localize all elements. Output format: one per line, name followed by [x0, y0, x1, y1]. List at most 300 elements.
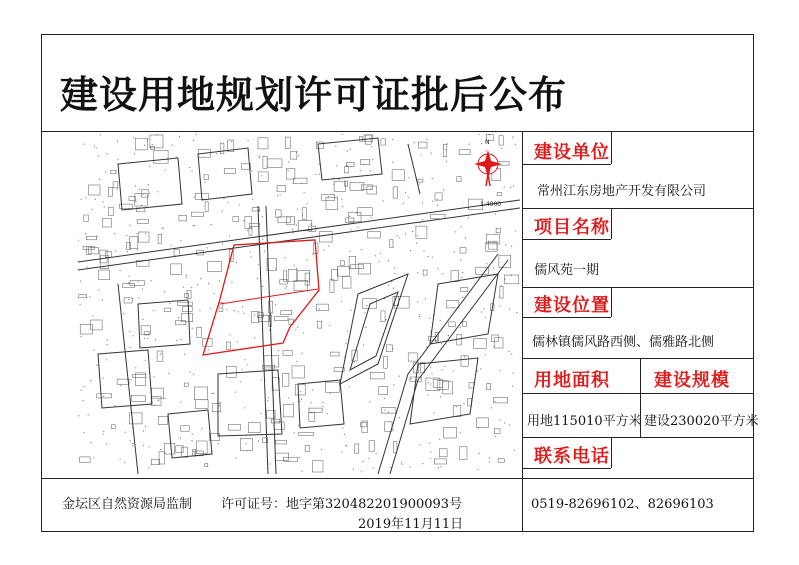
map-building — [184, 383, 188, 386]
map-dot — [91, 442, 92, 443]
map-dot — [280, 194, 281, 195]
map-dot — [300, 391, 301, 392]
map-dot — [153, 376, 154, 377]
map-dot — [238, 311, 239, 312]
map-dot — [392, 162, 393, 163]
map-dot — [97, 236, 98, 237]
map-dot — [341, 199, 342, 200]
map-dot — [233, 349, 234, 350]
map-dot — [296, 361, 297, 362]
map-dot — [141, 205, 142, 206]
map-dot — [229, 334, 230, 335]
building-block — [298, 380, 344, 428]
map-dot — [401, 464, 402, 465]
map-dot — [460, 260, 461, 261]
map-dot — [85, 233, 86, 234]
map-dot — [323, 249, 324, 250]
map-dot — [129, 331, 130, 332]
page-title: 建设用地规划许可证批后公布 — [60, 73, 568, 117]
info-row-line — [522, 437, 754, 438]
map-dot — [456, 406, 457, 407]
map-dot — [186, 275, 187, 276]
map-dot — [84, 144, 85, 145]
map-building — [284, 405, 294, 417]
map-dot — [155, 339, 156, 340]
map-building — [111, 425, 115, 429]
map-building — [89, 185, 101, 195]
map-building — [292, 366, 304, 378]
project-value: 儒风苑一期 — [534, 263, 600, 278]
map-dot — [409, 466, 410, 467]
map-dot — [363, 344, 364, 345]
map-dot — [462, 297, 463, 298]
map-building — [226, 342, 230, 350]
map-building — [197, 327, 202, 337]
map-dot — [91, 209, 92, 210]
map-building — [496, 228, 500, 233]
map-dot — [460, 432, 461, 433]
map-dot — [277, 195, 278, 196]
map-building — [363, 299, 377, 309]
map-building — [288, 269, 297, 281]
map-dot — [504, 186, 505, 187]
map-building — [302, 208, 306, 220]
map-dot — [262, 286, 263, 287]
map-dot — [375, 255, 376, 256]
map-dot — [176, 156, 177, 157]
map-dot — [504, 422, 505, 423]
map-building — [418, 179, 423, 182]
map-dot — [223, 198, 224, 199]
map-streets — [78, 138, 520, 474]
map-dot — [408, 177, 409, 178]
map-dot — [447, 143, 448, 144]
map-dot — [349, 251, 350, 252]
map-dot — [461, 277, 462, 278]
map-dot — [191, 287, 192, 288]
map-dot — [252, 199, 253, 200]
unit-value: 常州江东房地产开发有限公司 — [537, 184, 707, 199]
map-dot — [432, 373, 433, 374]
map-building — [423, 270, 427, 275]
map-building — [99, 270, 110, 280]
map-building — [358, 208, 373, 216]
map-building — [263, 156, 267, 168]
map-dot — [357, 227, 358, 228]
map-dot — [131, 395, 132, 396]
scale-value: 建设230020平方米 — [644, 414, 759, 429]
map-building — [446, 301, 459, 308]
map-building — [460, 248, 466, 253]
map-dot — [432, 178, 433, 179]
map-dot — [393, 288, 394, 289]
map-building — [343, 276, 352, 288]
map-dot — [390, 467, 391, 468]
map-building — [111, 170, 116, 174]
map-building — [498, 459, 504, 463]
map-dot — [163, 228, 164, 229]
map-dot — [516, 312, 517, 313]
map-building — [102, 219, 111, 227]
map-dot — [148, 467, 149, 468]
map-dot — [89, 296, 90, 297]
map-dot — [333, 184, 334, 185]
map-building — [330, 280, 334, 293]
map-dot — [427, 256, 428, 257]
map-building — [449, 322, 456, 327]
map-dot — [117, 140, 118, 141]
map-dot — [485, 317, 486, 318]
map-dot — [254, 315, 255, 316]
phone-label: 联系电话 — [534, 446, 610, 467]
map-dot — [196, 134, 197, 135]
map-dot — [430, 383, 431, 384]
map-dot — [443, 148, 444, 149]
map-dot — [301, 353, 302, 354]
map-dot — [106, 359, 107, 360]
map-dot — [242, 306, 243, 307]
map-dot — [350, 310, 351, 311]
map-building — [224, 169, 235, 174]
map-dot — [104, 206, 105, 207]
map-dot — [441, 343, 442, 344]
map-dot — [135, 185, 136, 186]
map-dot — [342, 427, 343, 428]
map-dot — [491, 407, 492, 408]
map-dot — [262, 239, 263, 240]
map-building — [309, 408, 322, 413]
map-dot — [201, 428, 202, 429]
main-road — [78, 208, 520, 270]
map-dot — [353, 469, 354, 470]
map-dot — [493, 267, 494, 268]
map-dot — [183, 287, 184, 288]
map-dot — [103, 396, 104, 397]
map-building — [361, 422, 367, 427]
map-dot — [310, 223, 311, 224]
map-dot — [82, 400, 83, 401]
map-dot — [401, 462, 402, 463]
map-dot — [430, 458, 431, 459]
map-building — [477, 418, 489, 427]
map-dot — [165, 170, 166, 171]
map-dot — [346, 445, 347, 446]
compass-star — [474, 150, 502, 178]
map-dot — [499, 420, 500, 421]
map-building — [312, 461, 323, 472]
map-dot — [347, 165, 348, 166]
map-dot — [342, 134, 343, 135]
map-dot — [85, 197, 86, 198]
map-dot — [464, 356, 465, 357]
map-dot — [511, 354, 512, 355]
map-building — [326, 197, 338, 209]
map-building — [317, 142, 324, 149]
map-dot — [199, 310, 200, 311]
map-building — [197, 441, 208, 454]
map-dot — [350, 149, 351, 150]
map-dot — [345, 343, 346, 344]
map-dot — [132, 445, 133, 446]
map-dot — [489, 457, 490, 458]
map-dot — [161, 353, 162, 354]
map-building — [124, 298, 132, 303]
map-dot — [312, 390, 313, 391]
map-dot — [248, 140, 249, 141]
map-building — [97, 394, 112, 398]
map-building — [171, 264, 182, 274]
map-dot — [478, 427, 479, 428]
map-building — [233, 217, 239, 222]
map-dot — [143, 445, 144, 446]
map-building — [418, 142, 427, 148]
map-dot — [319, 174, 320, 175]
map-building — [476, 267, 489, 274]
map-dot — [220, 307, 221, 308]
map-building — [204, 175, 208, 180]
map-dot — [405, 233, 406, 234]
map-dot — [295, 329, 296, 330]
map-dot — [382, 200, 383, 201]
map-dot — [292, 229, 293, 230]
map-dot — [419, 183, 420, 184]
site-map — [78, 134, 520, 474]
map-dot — [128, 282, 129, 283]
map-dot — [365, 327, 366, 328]
map-building — [208, 262, 222, 272]
map-dot — [169, 303, 170, 304]
map-dot — [177, 340, 178, 341]
map-building — [174, 250, 179, 256]
map-dot — [244, 407, 245, 408]
map-dot — [257, 278, 258, 279]
map-dot — [236, 457, 237, 458]
label-box-edge — [522, 468, 611, 469]
map-dot — [261, 379, 262, 380]
label-box-edge — [522, 393, 754, 394]
map-building — [159, 452, 165, 464]
map-building — [463, 322, 467, 327]
map-dot — [501, 285, 502, 286]
map-building — [349, 212, 361, 222]
map-dot — [347, 330, 348, 331]
map-building — [499, 255, 511, 267]
map-building — [212, 404, 221, 412]
map-dot — [133, 137, 134, 138]
map-dot — [292, 233, 293, 234]
map-dot — [163, 398, 164, 399]
map-dot — [258, 440, 259, 441]
map-dot — [107, 340, 108, 341]
map-dot — [417, 272, 418, 273]
map-dot — [193, 140, 194, 141]
map-dot — [145, 233, 146, 234]
building-block — [198, 148, 252, 200]
map-dot — [231, 141, 232, 142]
map-dot — [363, 164, 364, 165]
map-dot — [388, 260, 389, 261]
map-dot — [439, 439, 440, 440]
map-building — [205, 202, 208, 212]
map-dot — [286, 286, 287, 287]
map-dot — [219, 405, 220, 406]
map-dot — [278, 350, 279, 351]
map-dot — [180, 437, 181, 438]
map-dot — [222, 243, 223, 244]
map-dot — [204, 182, 205, 183]
map-dot — [130, 347, 131, 348]
map-dot — [504, 279, 505, 280]
map-dot — [307, 203, 308, 204]
map-dot — [296, 225, 297, 226]
map-dot — [309, 408, 310, 409]
map-building — [100, 250, 107, 263]
map-dot — [461, 226, 462, 227]
map-building — [349, 256, 356, 269]
map-building — [133, 374, 146, 377]
map-dot — [322, 406, 323, 407]
map-dot — [354, 361, 355, 362]
map-dot — [190, 372, 191, 373]
map-building — [258, 138, 268, 149]
map-dot — [194, 197, 195, 198]
map-dot — [267, 400, 268, 401]
map-building — [384, 356, 388, 368]
map-dot — [258, 156, 259, 157]
map-dot — [148, 184, 149, 185]
map-dot — [216, 153, 217, 154]
map-dot — [445, 149, 446, 150]
map-dot — [500, 305, 501, 306]
map-dot — [359, 268, 360, 269]
map-building — [78, 295, 87, 298]
map-building — [461, 288, 468, 292]
map-dot — [438, 467, 439, 468]
map-dot — [515, 230, 516, 231]
footer-divider — [41, 478, 754, 479]
map-dot — [285, 288, 286, 289]
map-dot — [192, 433, 193, 434]
map-dot — [398, 237, 399, 238]
map-building — [275, 453, 289, 460]
map-dot — [135, 367, 136, 368]
map-building — [150, 135, 163, 148]
map-building — [340, 261, 344, 265]
map-dot — [261, 175, 262, 176]
map-building — [181, 447, 187, 457]
map-dot — [128, 299, 129, 300]
map-dot — [479, 134, 480, 135]
map-dot — [192, 328, 193, 329]
map-dot — [171, 245, 172, 246]
map-dot — [330, 393, 331, 394]
map-dot — [297, 209, 298, 210]
map-dot — [446, 161, 447, 162]
map-dot — [184, 354, 185, 355]
map-building — [299, 433, 314, 436]
map-dot — [181, 339, 182, 340]
map-building — [258, 316, 269, 322]
map-building — [195, 400, 208, 409]
map-dot — [106, 153, 107, 154]
map-dot — [316, 142, 317, 143]
map-dot — [100, 134, 101, 135]
map-dot — [442, 273, 443, 274]
map-building — [187, 291, 191, 299]
map-dot — [417, 302, 418, 303]
map-dot — [405, 192, 406, 193]
map-dot — [103, 431, 104, 432]
map-dot — [508, 351, 509, 352]
map-dot — [212, 393, 213, 394]
info-row-line — [522, 358, 754, 359]
map-dot — [430, 451, 431, 452]
map-building — [179, 215, 187, 221]
map-building — [154, 151, 168, 164]
map-dot — [419, 316, 420, 317]
map-dot — [178, 317, 179, 318]
map-dot — [303, 332, 304, 333]
map-dot — [304, 192, 305, 193]
map-dot — [428, 382, 429, 383]
map-building — [185, 293, 189, 297]
map-dot — [296, 268, 297, 269]
map-dot — [515, 144, 516, 145]
map-dot — [94, 145, 95, 146]
map-dot — [251, 170, 252, 171]
map-building — [355, 444, 359, 453]
map-building — [176, 321, 186, 325]
map-building — [337, 267, 349, 277]
map-building — [138, 232, 149, 242]
map-dot — [494, 401, 495, 402]
map-dot — [349, 386, 350, 387]
map-building — [108, 187, 112, 196]
map-dot — [370, 170, 371, 171]
map-dot — [440, 466, 441, 467]
map-dot — [315, 174, 316, 175]
map-dot — [380, 253, 381, 254]
map-dot — [341, 451, 342, 452]
map-dot — [103, 434, 104, 435]
map-dot — [98, 156, 99, 157]
map-building — [369, 441, 374, 452]
map-dot — [478, 469, 479, 470]
map-dot — [153, 310, 154, 311]
map-dot — [117, 159, 118, 160]
map-dot — [102, 300, 103, 301]
map-dot — [479, 453, 480, 454]
map-building — [194, 387, 207, 400]
map-dot — [429, 318, 430, 319]
map-dot — [96, 148, 97, 149]
map-dot — [481, 143, 482, 144]
map-dot — [149, 193, 150, 194]
map-building — [136, 373, 146, 386]
map-dot — [83, 432, 84, 433]
map-dot — [388, 412, 389, 413]
map-dot — [366, 305, 367, 306]
map-dot — [370, 188, 371, 189]
label-box-edge — [611, 287, 612, 317]
map-building — [368, 232, 381, 238]
map-dot — [160, 449, 161, 450]
map-dot — [371, 217, 372, 218]
map-dot — [319, 308, 320, 309]
map-building — [428, 337, 438, 341]
map-dot — [235, 392, 236, 393]
map-dot — [462, 272, 463, 273]
